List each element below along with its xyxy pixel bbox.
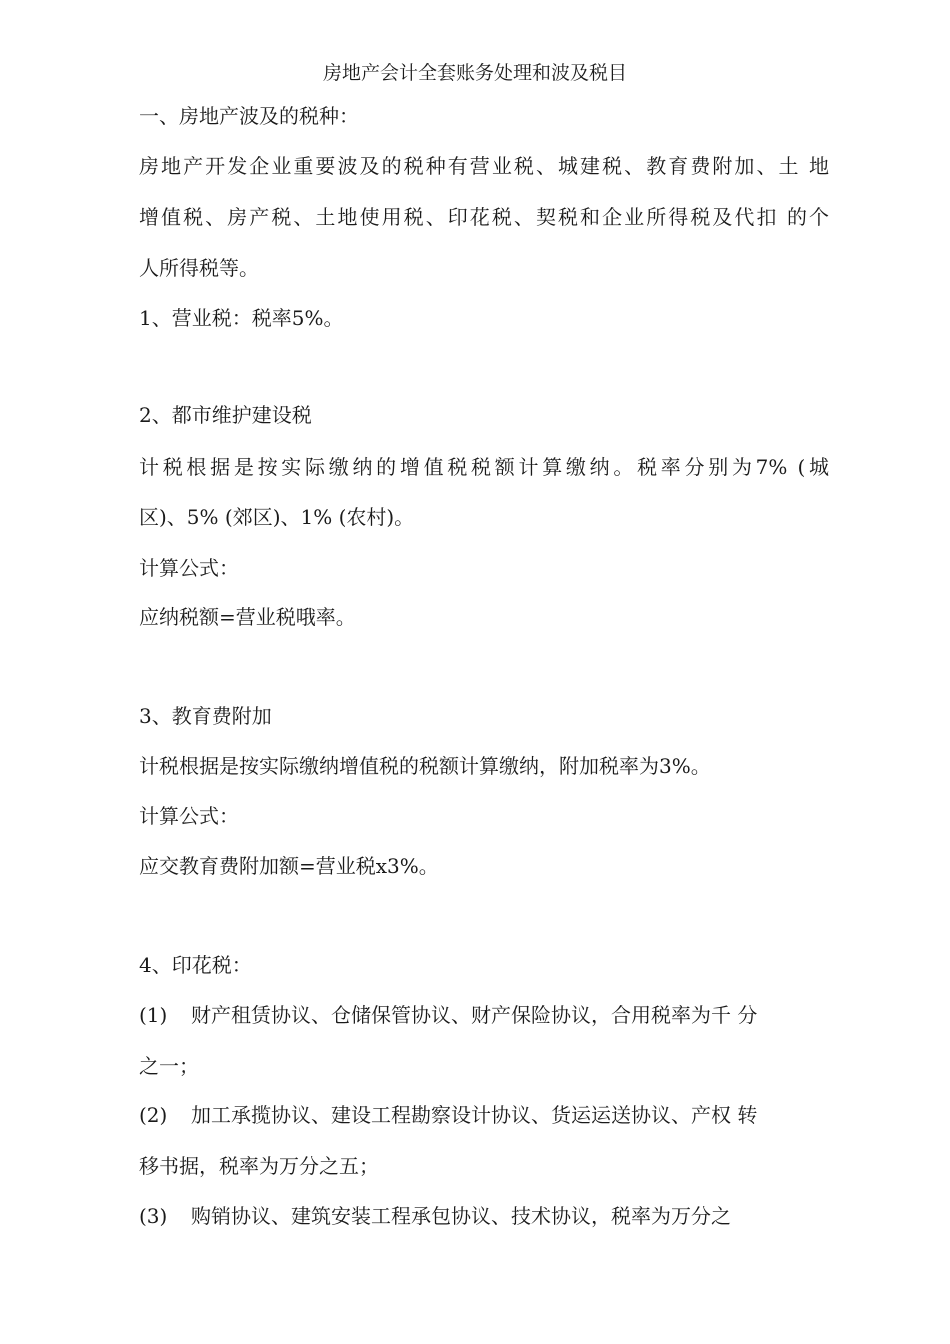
paragraph-line: 移书据，税率为万分之五； [139,1154,379,1178]
subsection-heading: 4、印花税： [139,953,252,977]
paragraph-line: 计税根据是按实际缴纳增值税的税额计算缴纳，附加税率为3%。 [139,754,711,778]
item-number: (1) [139,1003,168,1027]
subsection-heading: 3、教育费附加 [139,704,272,728]
list-item-text: 财产租赁协议、仓储保管协议、财产保险协议，合用税率为千 分 [191,1003,758,1027]
paragraph-line: 计税根据是按实际缴纳的增值税税额计算缴纳。税率分别为7% (城 [139,455,829,479]
list-item [139,1100,829,1130]
paragraph-line: 房地产开发企业重要波及的税种有营业税、城建税、教育费附加、土 地 [139,154,829,178]
paragraph-line: 人所得税等。 [139,256,259,280]
formula-label: 计算公式： [139,804,239,828]
subsection-heading: 2、都市维护建设税 [139,403,312,427]
formula-label: 计算公式： [139,556,239,580]
subsection-heading: 1、营业税：税率5%。 [139,306,344,330]
formula: 应交教育费附加额=营业税x3%。 [139,854,439,878]
list-item [139,1201,829,1231]
document-title: 房地产会计全套账务处理和波及税目 [322,62,627,84]
formula: 应纳税额=营业税哦率。 [139,605,356,629]
paragraph-line: 区)、5% (郊区)、1% (农村)。 [139,505,415,529]
list-item [139,1000,829,1030]
list-item-text: 购销协议、建筑安装工程承包协议、技术协议，税率为万分之 [191,1204,731,1228]
paragraph-line: 增值税、房产税、土地使用税、印花税、契税和企业所得税及代扣 的个 [139,205,829,229]
item-number: (2) [139,1103,168,1127]
item-number: (3) [139,1204,168,1228]
list-item-text: 加工承揽协议、建设工程勘察设计协议、货运运送协议、产权 转 [191,1103,758,1127]
paragraph-line: 之一； [139,1054,199,1078]
section-heading: 一、房地产波及的税种： [139,104,359,128]
